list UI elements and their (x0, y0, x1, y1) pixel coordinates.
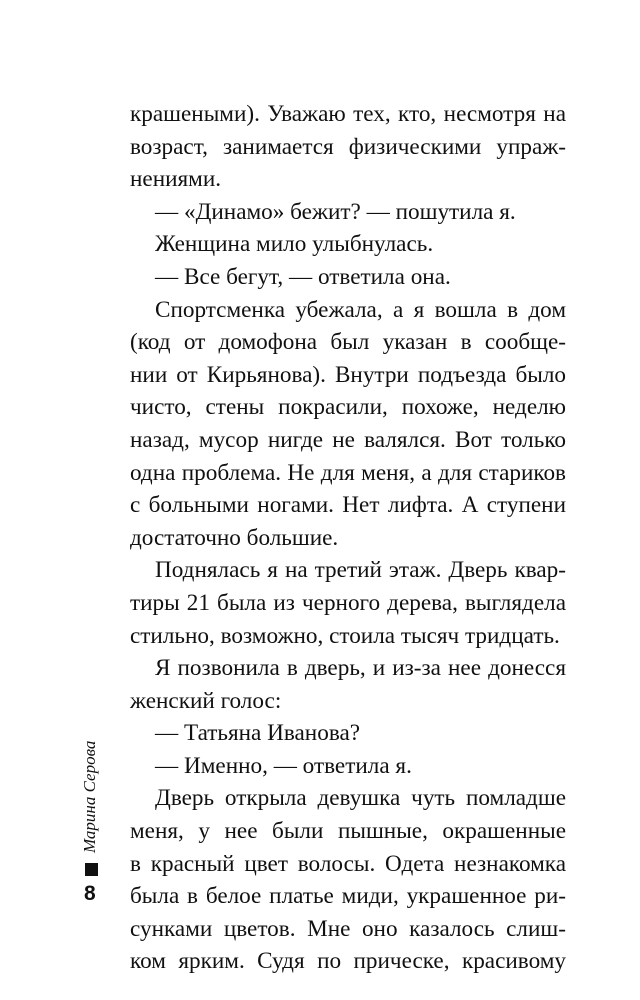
text-line: женский голос: (130, 687, 282, 714)
text-line: тиры 21 была из черного дерева, выглядела (130, 589, 566, 616)
text-line: с больными ногами. Нет лифта. А ступени (130, 492, 566, 519)
text-line: нениями. (130, 166, 222, 193)
square-marker-icon (85, 863, 98, 876)
text-line: Женщина мило улыбнулась. (155, 231, 434, 258)
text-line: — Все бегут, — ответила она. (155, 263, 451, 290)
text-line: была в белое платье миди, украшенное ри- (130, 883, 566, 910)
text-line: — Татьяна Иванова? (155, 720, 361, 747)
text-line: ком ярким. Судя по прическе, красивому (130, 948, 566, 975)
text-line: достаточно большие. (130, 524, 339, 551)
text-line: в красный цвет волосы. Одета незнакомка (130, 850, 566, 877)
text-line: сунками цветов. Мне оно казалось слиш- (130, 915, 566, 942)
page-number: 8 (84, 882, 96, 905)
text-line: — Именно, — ответила я. (155, 752, 412, 779)
text-line: чисто, стены покрасили, похоже, неделю (130, 394, 566, 421)
text-line: Поднялась я на третий этаж. Дверь квар- (155, 557, 566, 584)
text-line: нии от Кирьянова). Внутри подъезда было (130, 361, 566, 388)
text-line: Я позвонила в дверь, и из-за нее донесся (155, 655, 566, 682)
text-line: Спортсменка убежала, а я вошла в дом (155, 296, 566, 323)
text-line: Дверь открыла девушка чуть помладше (155, 785, 566, 812)
text-line: стильно, возможно, стоила тысяч тридцать. (130, 622, 560, 649)
text-line: крашеными). Уважаю тех, кто, несмотря на (130, 101, 566, 127)
body-text (130, 98, 566, 978)
text-line: назад, мусор нигде не валялся. Вот только (130, 426, 566, 453)
text-line: возраст, занимается физическими упраж- (130, 133, 566, 160)
running-head-author: Марина Серова (80, 740, 99, 853)
text-line: (код от домофона был указан в сообще- (130, 329, 566, 356)
text-line: меня, у нее были пышные, окрашенные (130, 818, 566, 845)
text-line: одна проблема. Не для меня, а для стариков (130, 459, 566, 486)
text-line: — «Динамо» бежит? — пошутила я. (155, 198, 516, 225)
